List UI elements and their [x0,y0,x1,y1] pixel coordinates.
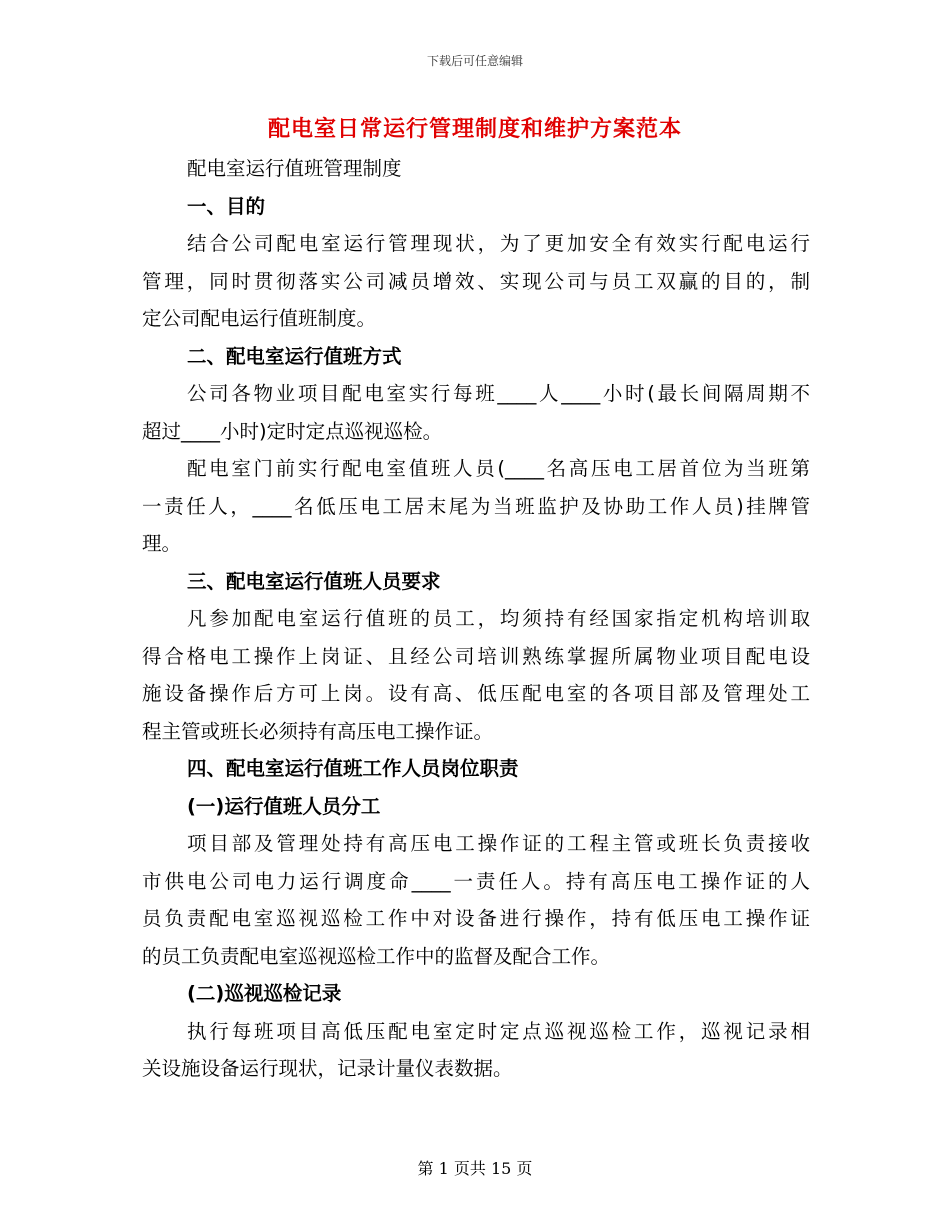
page-footer: 第 1 页共 15 页 [417,1159,533,1178]
header-note: 下载后可任意编辑 [426,54,523,68]
text-line: 定公司配电运行值班制度。 [142,307,377,330]
text-line: 市供电公司电力运行调度命____一责任人。持有高压电工操作证的人 [142,869,810,893]
paragraph [142,1013,810,1088]
text-line: 得合格电工操作上岗证、且经公司培训熟练掌握所属物业项目配电设 [142,644,810,668]
section-heading [142,788,810,826]
text-line: 关设施设备运行现状，记录计量仪表数据。 [142,1057,513,1080]
paragraph [142,825,810,975]
section-heading [142,563,810,601]
text-line: 结合公司配电室运行管理现状，为了更加安全有效实行配电运行 [187,232,810,255]
paragraph [142,450,810,563]
document-body [142,150,810,1088]
text-line: 的员工负责配电室巡视巡检工作中的监督及配合工作。 [142,944,611,968]
text-line: 一责任人，____名低压电工居末尾为当班监护及协助工作人员)挂牌管 [142,494,810,518]
section-heading [142,975,810,1013]
text-line: 三、配电室运行值班人员要求 [187,569,441,593]
text-line: 执行每班项目高低压配电室定时定点巡视巡检工作，巡视记录相 [187,1019,810,1043]
text-line: 施设备操作后方可上岗。设有高、低压配电室的各项目部及管理处工 [142,682,810,705]
document-title: 配电室日常运行管理制度和维护方案范本 [267,117,682,142]
text-line: 员负责配电室巡视巡检工作中对设备进行操作，持有低压电工操作证 [142,907,810,930]
section-heading [142,188,810,226]
text-line: 理。 [142,532,182,555]
paragraph [142,150,810,188]
text-line: 四、配电室运行值班工作人员岗位职责 [187,757,519,780]
text-line: 管理，同时贯彻落实公司减员增效、实现公司与员工双赢的目的，制 [142,269,810,293]
section-heading [142,338,810,376]
section-heading [142,750,810,788]
text-line: (一)运行值班人员分工 [187,794,381,818]
text-line: 公司各物业项目配电室实行每班____人____小时(最长间隔周期不 [187,382,810,405]
text-line: 二、配电室运行值班方式 [187,344,402,368]
text-line: 项目部及管理处持有高压电工操作证的工程主管或班长负责接收 [187,832,810,855]
text-line: 凡参加配电室运行值班的员工，均须持有经国家指定机构培训取 [187,607,810,630]
text-line: 配电室门前实行配电室值班人员(____名高压电工居首位为当班第 [187,457,810,480]
paragraph [142,600,810,750]
text-line: 配电室运行值班管理制度 [187,157,402,180]
text-line: 程主管或班长必须持有高压电工操作证。 [142,719,494,743]
text-line: 一、目的 [187,194,266,218]
text-line: (二)巡视巡检记录 [187,982,342,1005]
paragraph [142,225,810,338]
text-line: 超过____小时)定时定点巡视巡检。 [142,419,443,443]
paragraph [142,375,810,450]
